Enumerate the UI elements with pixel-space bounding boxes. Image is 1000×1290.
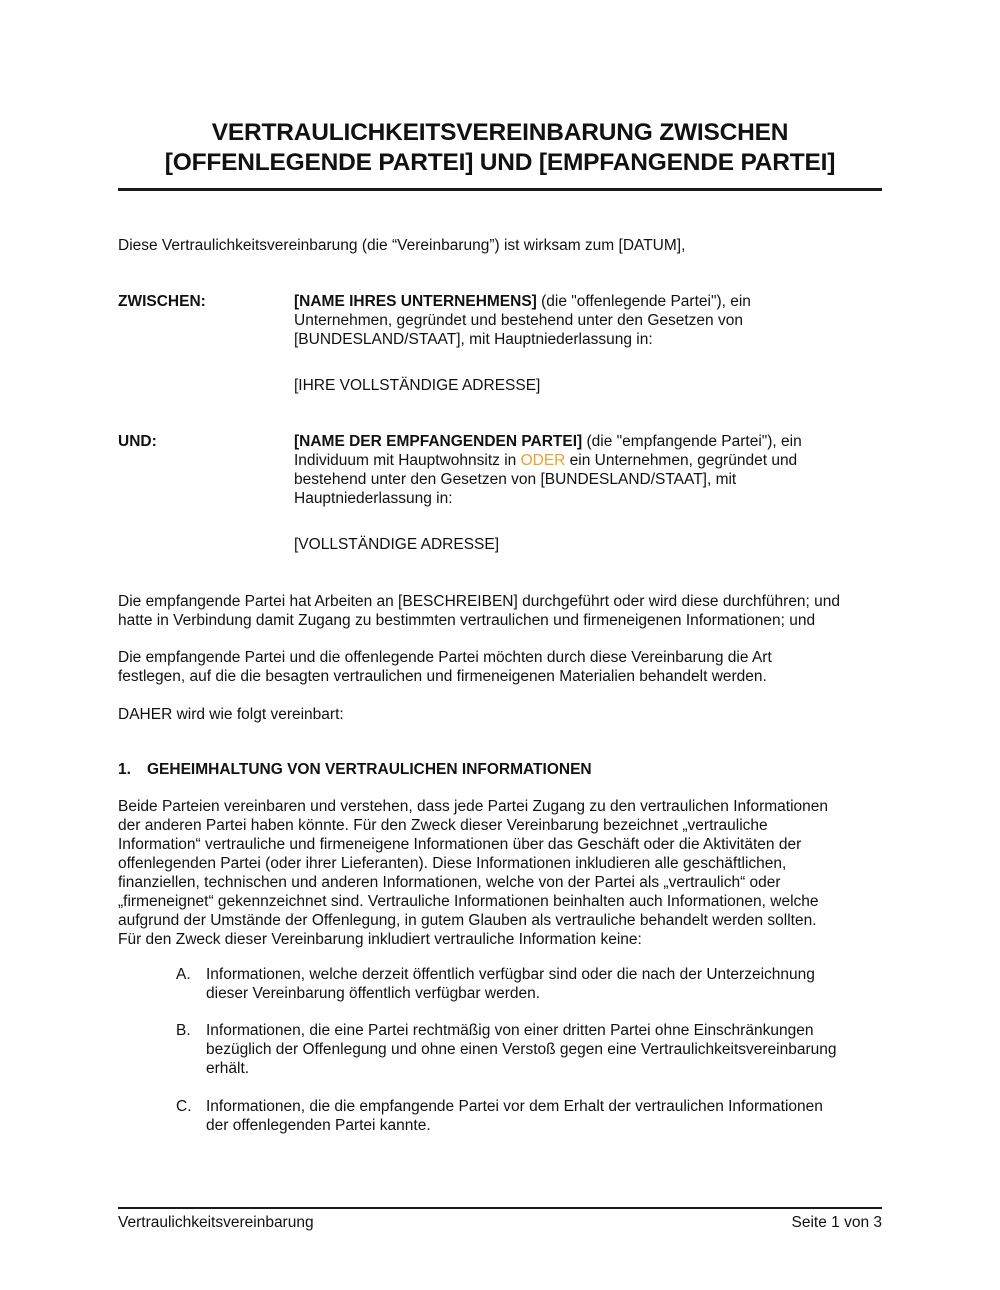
section-1-title: GEHEIMHALTUNG VON VERTRAULICHEN INFORMATIONEN bbox=[147, 761, 592, 778]
party-1-name: [NAME IHRES UNTERNEHMENS] bbox=[294, 293, 537, 310]
section-1-line: finanziellen, technischen und anderen Informationen, welche von der Partei als „vertraulich“ oder bbox=[118, 874, 781, 891]
list-item-line: Informationen, die eine Partei rechtmäßig von einer dritten Partei ohne Einschränkungen bbox=[206, 1022, 814, 1039]
recital-1 bbox=[118, 592, 840, 630]
party-2-address: [VOLLSTÄNDIGE ADRESSE] bbox=[294, 536, 500, 553]
list-item-letter: C. bbox=[176, 1098, 192, 1115]
party-2-desc-line-4: Hauptniederlassung in: bbox=[294, 490, 453, 507]
list-item-line: Informationen, die die empfangende Partei vor dem Erhalt der vertraulichen Informationen bbox=[206, 1098, 823, 1115]
recital-2 bbox=[118, 648, 772, 686]
list-item-line: Informationen, welche derzeit öffentlich verfügbar sind oder die nach der Unterzeichnung bbox=[206, 966, 815, 983]
title-line-1: VERTRAULICHKEITSVEREINBARUNG ZWISCHEN bbox=[211, 119, 789, 146]
party-label-and: UND: bbox=[118, 433, 157, 450]
title-divider bbox=[118, 188, 882, 191]
recital-1-line-2: hatte in Verbindung damit Zugang zu bestimmten vertraulichen und firmeneigenen Informationen; und bbox=[118, 612, 816, 629]
section-1-line: aufgrund der Umstände der Offenlegung, in gutem Glauben als vertrauliche behandelt werden sollten. bbox=[118, 912, 817, 929]
party-1-address: [IHRE VOLLSTÄNDIGE ADRESSE] bbox=[294, 377, 541, 394]
list-item-c bbox=[176, 1097, 882, 1135]
party-2-desc-line-3: bestehend unter den Gesetzen von [BUNDESLAND/STAAT], mit bbox=[294, 471, 737, 488]
party-2-desc-line-1: (die "empfangende Partei"), ein bbox=[582, 433, 802, 450]
therefore-clause: DAHER wird wie folgt vereinbart: bbox=[118, 706, 344, 723]
footer-document-name: Vertraulichkeitsvereinbarung bbox=[118, 1214, 314, 1231]
section-1-line: der anderen Partei haben könnte. Für den Zweck dieser Vereinbarung bezeichnet „vertrauliche bbox=[118, 817, 768, 834]
list-item-letter: A. bbox=[176, 966, 191, 983]
footer-divider bbox=[118, 1207, 882, 1209]
party-1-desc-line-3: [BUNDESLAND/STAAT], mit Hauptniederlassung in: bbox=[294, 331, 653, 348]
document-title bbox=[118, 118, 882, 178]
list-item-a bbox=[176, 965, 882, 1003]
recital-1-line-1: Die empfangende Partei hat Arbeiten an [BESCHREIBEN] durchgeführt oder wird diese durchführen; und bbox=[118, 593, 841, 610]
or-highlight: ODER bbox=[520, 452, 566, 469]
section-1-number: 1. bbox=[118, 761, 131, 778]
party-1-desc-line-2: Unternehmen, gegründet und bestehend unter den Gesetzen von bbox=[294, 312, 743, 329]
list-item-line: dieser Vereinbarung öffentlich verfügbar werden. bbox=[206, 985, 541, 1002]
party-2-description bbox=[294, 432, 882, 508]
section-1-line: offenlegenden Partei (oder ihrer Lieferanten). Diese Informationen inkludieren alle geschäftlichen, bbox=[118, 855, 787, 872]
list-item-line: der offenlegenden Partei kannte. bbox=[206, 1117, 431, 1134]
title-line-2: [OFFENLEGENDE PARTEI] UND [EMPFANGENDE PARTEI] bbox=[164, 149, 836, 176]
list-item-line: bezüglich der Offenlegung und ohne einen Verstoß gegen eine Vertraulichkeitsvereinbarung bbox=[206, 1041, 837, 1058]
recital-2-line-2: festlegen, auf die die besagten vertraulichen und firmeneigenen Materialien behandelt werden. bbox=[118, 668, 767, 685]
intro-paragraph: Diese Vertraulichkeitsvereinbarung (die “Vereinbarung”) ist wirksam zum [DATUM], bbox=[118, 237, 686, 254]
section-1-line: „firmeneignet“ gekennzeichnet sind. Vertrauliche Informationen beinhalten auch Informationen, welche bbox=[118, 893, 819, 910]
party-2-desc-line-2a: Individuum mit Hauptwohnsitz in bbox=[294, 452, 521, 469]
party-1-description bbox=[294, 292, 882, 349]
section-1-line: Information“ vertrauliche und firmeneigene Informationen über das Geschäft oder die Aktivitäten der bbox=[118, 836, 802, 853]
party-2-desc-line-2b: ein Unternehmen, gegründet und bbox=[565, 452, 798, 469]
party-1-desc-line-1: (die "offenlegende Partei"), ein bbox=[536, 293, 751, 310]
section-1-body bbox=[118, 797, 828, 949]
section-1-heading bbox=[118, 760, 592, 779]
section-1-line: Beide Parteien vereinbaren und verstehen, dass jede Partei Zugang zu den vertraulichen Informationen bbox=[118, 798, 829, 815]
list-item-letter: B. bbox=[176, 1022, 191, 1039]
list-item-b bbox=[176, 1021, 882, 1078]
party-label-between: ZWISCHEN: bbox=[118, 293, 206, 310]
section-1-line: Für den Zweck dieser Vereinbarung inkludiert vertrauliche Information keine: bbox=[118, 931, 642, 948]
list-item-line: erhält. bbox=[206, 1060, 250, 1077]
party-2-name: [NAME DER EMPFANGENDEN PARTEI] bbox=[294, 433, 583, 450]
recital-2-line-1: Die empfangende Partei und die offenlegende Partei möchten durch diese Vereinbarung die Art bbox=[118, 649, 772, 666]
footer-page-number: Seite 1 von 3 bbox=[791, 1214, 882, 1231]
